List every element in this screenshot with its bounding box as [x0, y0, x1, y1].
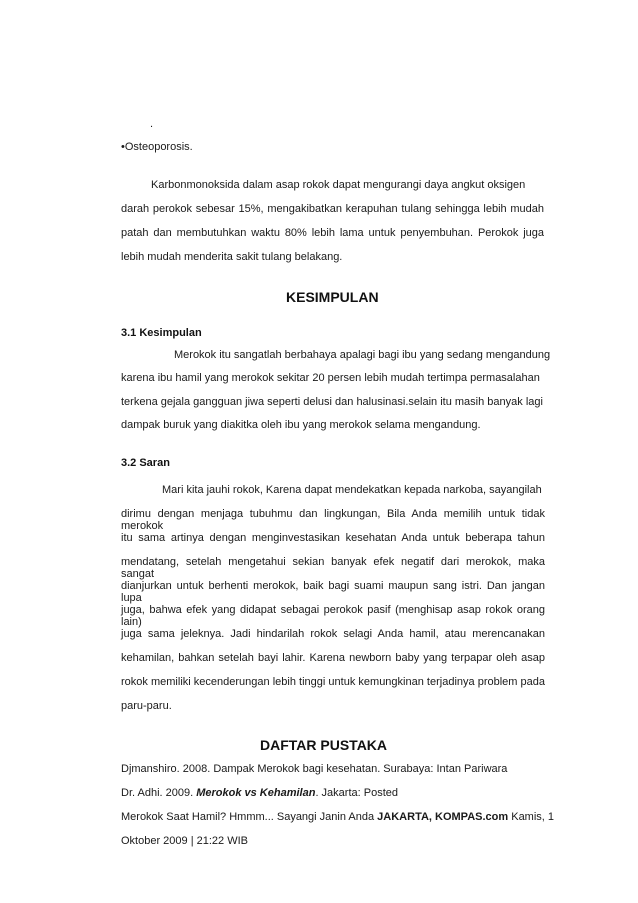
- reference-item: Djmanshiro. 2008. Dampak Merokok bagi kesehatan. Surabaya: Intan Pariwara: [121, 763, 508, 775]
- reference-item: [121, 787, 398, 799]
- kesimpulan-heading: KESIMPULAN: [286, 289, 379, 305]
- reference-title: Merokok vs Kehamilan: [196, 787, 316, 799]
- saran-line: juga, bahwa efek yang didapat sebagai perokok pasif (menghisap asap rokok orang lain): [121, 604, 545, 628]
- reference-text: Dr. Adhi. 2009.: [121, 787, 197, 799]
- saran-line: dirimu dengan menjaga tubuhmu dan lingkungan, Bila Anda memilih untuk tidak merokok: [121, 508, 545, 532]
- top-paragraph-line: lebih mudah menderita sakit tulang belakang.: [121, 251, 343, 263]
- kesimpulan-subheading: 3.1 Kesimpulan: [121, 327, 202, 339]
- bullet-osteoporosis: •Osteoporosis.: [121, 141, 193, 153]
- saran-line: rokok memiliki kecenderungan lebih tinggi untuk kemungkinan terjadinya problem pada: [121, 676, 545, 688]
- kesimpulan-line: dampak buruk yang diakitka oleh ibu yang merokok selama mengandung.: [121, 419, 481, 431]
- saran-line: dianjurkan untuk berhenti merokok, baik bagi suami maupun sang istri. Dan jangan lupa: [121, 580, 545, 604]
- saran-subheading: 3.2 Saran: [121, 457, 170, 469]
- reference-text: Kamis, 1: [508, 811, 555, 823]
- saran-line: Mari kita jauhi rokok, Karena dapat mendekatkan kepada narkoba, sayangilah: [162, 484, 542, 496]
- stray-dot: .: [150, 118, 154, 130]
- reference-item: [121, 811, 554, 823]
- reference-source: JAKARTA, KOMPAS.com: [377, 811, 509, 823]
- kesimpulan-line: Merokok itu sangatlah berbahaya apalagi bagi ibu yang sedang mengandung: [174, 349, 551, 361]
- top-paragraph-line: darah perokok sebesar 15%, mengakibatkan kerapuhan tulang sehingga lebih mudah: [121, 203, 544, 215]
- saran-line: kehamilan, bahkan setelah bayi lahir. Karena newborn baby yang terpapar oleh asap: [121, 652, 545, 664]
- saran-line: paru-paru.: [121, 700, 172, 712]
- top-paragraph-line: Karbonmonoksida dalam asap rokok dapat mengurangi daya angkut oksigen: [151, 179, 526, 191]
- daftar-pustaka-heading: DAFTAR PUSTAKA: [260, 737, 388, 753]
- reference-text: Merokok Saat Hamil? Hmmm... Sayangi Janin Anda: [121, 811, 378, 823]
- kesimpulan-line: karena ibu hamil yang merokok sekitar 20 persen lebih mudah tertimpa permasalahan: [121, 372, 540, 384]
- reference-text: . Jakarta: Posted: [315, 787, 398, 799]
- top-paragraph-line: patah dan membutuhkan waktu 80% lebih lama untuk penyembuhan. Perokok juga: [121, 227, 544, 239]
- saran-line: mendatang, setelah mengetahui sekian banyak efek negatif dari merokok, maka sangat: [121, 556, 545, 580]
- reference-item: Oktober 2009 | 21:22 WIB: [121, 835, 248, 847]
- kesimpulan-line: terkena gejala gangguan jiwa seperti delusi dan halusinasi.selain itu masih banyak lagi: [121, 396, 543, 408]
- saran-line: juga sama jeleknya. Jadi hindarilah rokok selagi Anda hamil, atau merencanakan: [121, 628, 545, 640]
- saran-line: itu sama artinya dengan menginvestasikan kesehatan Anda untuk beberapa tahun: [121, 532, 545, 544]
